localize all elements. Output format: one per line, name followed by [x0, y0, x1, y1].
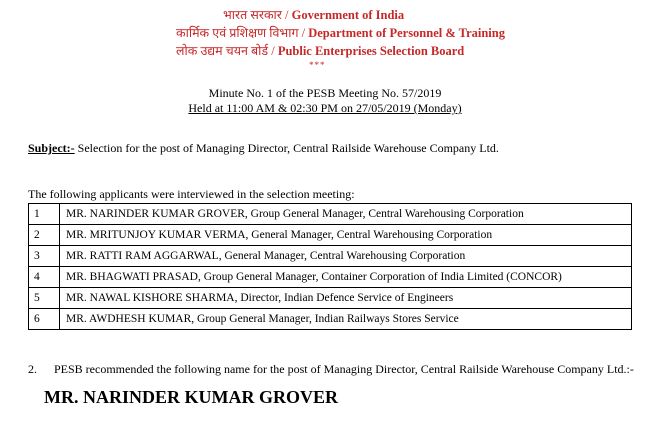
applicant-details: MR. RATTI RAM AGGARWAL, General Manager, Central Warehousing Corporation [60, 246, 632, 267]
row-number: 3 [29, 246, 60, 267]
applicant-details: MR. MRITUNJOY KUMAR VERMA, General Manager, Central Warehousing Corporation [60, 225, 632, 246]
applicants-table [28, 203, 632, 330]
header-english-government: Government of India [291, 8, 405, 22]
subject-line [28, 141, 499, 156]
minute-number: Minute No. 1 of the PESB Meeting No. 57/2019 [208, 86, 442, 100]
table-row [29, 309, 632, 330]
row-number: 2 [29, 225, 60, 246]
header-english-pesb: Public Enterprises Selection Board [277, 44, 465, 58]
applicant-details: MR. BHAGWATI PRASAD, Group General Manager, Container Corporation of India Limited (CONCOR) [60, 267, 632, 288]
row-number: 6 [29, 309, 60, 330]
recommendation-text: PESB recommended the following name for the post of Managing Director, Central Railside Warehouse Company Ltd.:- [54, 362, 634, 376]
paragraph-number: 2. [28, 362, 37, 376]
header-english-dopt: Department of Personnel & Training [308, 26, 505, 40]
header-hindi-government: भारत सरकार [223, 8, 282, 22]
row-number: 1 [29, 204, 60, 225]
meeting-time [0, 101, 650, 116]
header-line-dopt [176, 24, 505, 41]
table-row [29, 288, 632, 309]
table-row [29, 246, 632, 267]
meeting-time-text: Held at 11:00 AM & 02:30 PM on 27/05/2019 (Monday) [188, 101, 462, 115]
header-line-government [223, 6, 404, 23]
header-hindi-dopt: कार्मिक एवं प्रशिक्षण विभाग [176, 26, 299, 40]
header-line-pesb [176, 42, 464, 59]
row-number: 4 [29, 267, 60, 288]
table-row [29, 225, 632, 246]
subject-text: Selection for the post of Managing Director, Central Railside Warehouse Company Ltd. [74, 141, 499, 155]
row-number: 5 [29, 288, 60, 309]
header-hindi-pesb: लोक उद्यम चयन बोर्ड [176, 44, 269, 58]
table-row [29, 204, 632, 225]
applicant-details: MR. NAWAL KISHORE SHARMA, Director, Indian Defence Service of Engineers [60, 288, 632, 309]
table-row [29, 267, 632, 288]
header-separator: / [301, 26, 306, 40]
header-stars: *** [309, 60, 326, 70]
subject-label: Subject:- [28, 141, 75, 155]
header-separator: / [271, 44, 275, 58]
applicant-details: MR. NARINDER KUMAR GROVER, Group General Manager, Central Warehousing Corporation [60, 204, 632, 225]
applicant-details: MR. AWDHESH KUMAR, Group General Manager, Indian Railways Stores Service [60, 309, 632, 330]
header-separator: / [285, 8, 289, 22]
applicants-intro: The following applicants were interviewed in the selection meeting: [28, 187, 355, 201]
selected-candidate-name: MR. NARINDER KUMAR GROVER [44, 387, 338, 407]
recommendation-paragraph [28, 362, 634, 377]
